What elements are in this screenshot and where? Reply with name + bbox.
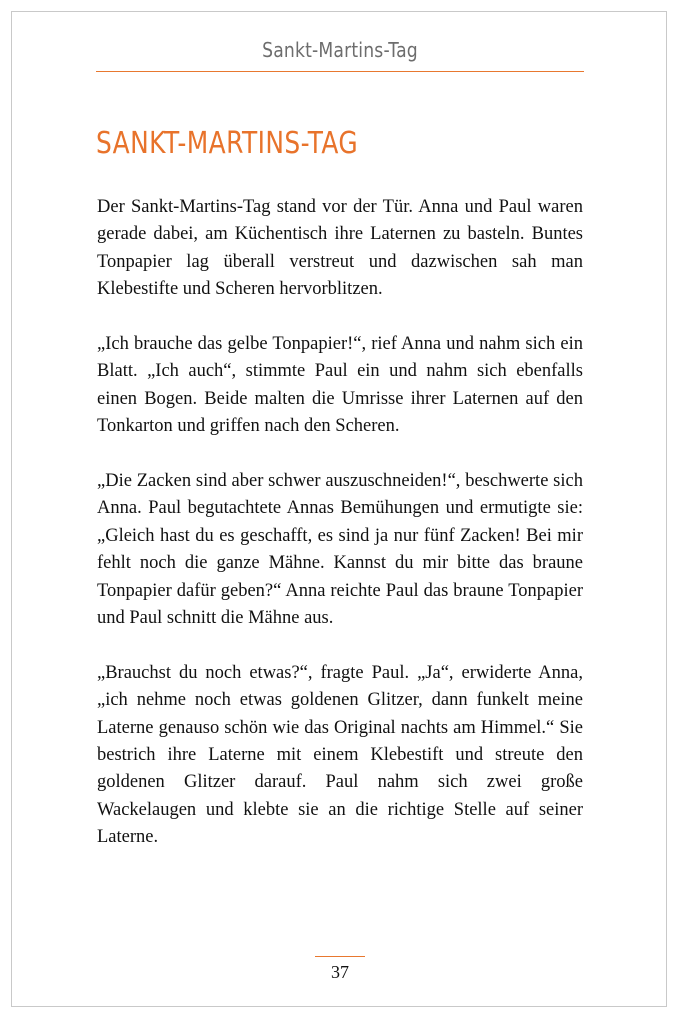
paragraph-4: „Brauchst du noch etwas?“, fragte Paul. „Ja“, erwiderte Anna, „ich nehme noch etwas goldenen Glitzer, dann funkelt meine Laterne genauso schön wie das Original nachts am Himmel.“ Sie bestrich ihre Laterne mit einem Klebestift und streute den goldenen Glitzer darauf. Paul nahm sich zwei große Wackelaugen und klebte sie an die richtige Stelle auf seiner Laterne. [97,662,583,848]
paragraph-1: Der Sankt-Martins-Tag stand vor der Tür. Anna und Paul waren gerade dabei, am Küchentisch ihre Laternen zu basteln. Buntes Tonpapier lag überall verstreut und dazwischen sah man Klebestifte und Scheren hervorblitzen. [97,197,583,300]
paragraph-3: „Die Zacken sind aber schwer auszuschneiden!“, beschwerte sich Anna. Paul begutachtete Annas Bemühungen und ermutigte sie: „Gleich hast du es geschafft, es sind ja nur fünf Zacken! Bei mir fehlt noch die ganze Mähne. Kannst du mir bitte das braune Tonpapier dafür geben?“ Anna reichte Paul das braune Tonpapier und Paul schnitt die Mähne aus. [97,471,583,629]
paragraph-2: „Ich brauche das gelbe Tonpapier!“, rief Anna und nahm sich ein Blatt. „Ich auch“, stimmte Paul ein und nahm sich ebenfalls einen Bogen. Beide malten die Umrisse ihrer Laternen auf den Tonkarton und griffen nach den Scheren. [97,334,583,437]
chapter-title: SANKT-MARTINS-TAG [96,126,359,161]
running-head-rule [96,71,584,72]
body-text [97,194,583,879]
running-head: Sankt-Martins-Tag [262,38,418,62]
page-number: 37 [331,962,349,982]
page-number-rule [315,956,365,957]
